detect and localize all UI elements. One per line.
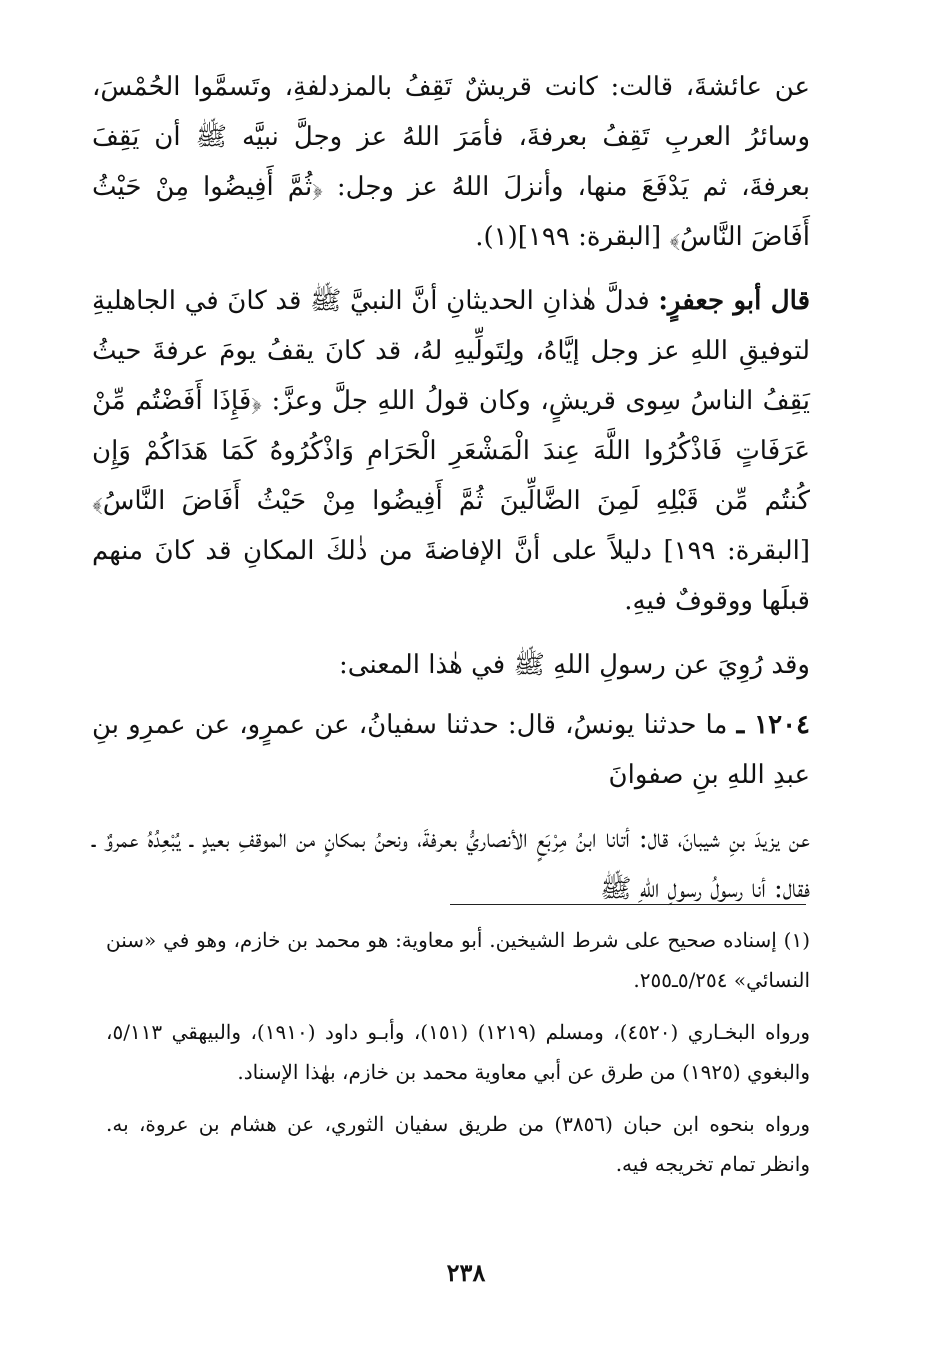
paragraph-ibn-mirba — [92, 814, 810, 914]
paragraph-text: عن عائشةَ، قالت: كانت قريشٌ تَقِفُ بالمزدلفةِ، وتَسمَّوا الحُمْسَ، وسائرُ العربِ تَقِفُ بعرفةَ، فأمَرَ اللهُ عز وجلَّ نبيَّه ﷺ أن يَقِفَ بعرفةَ، ثم يَدْفَعَ منها، وأنزلَ اللهُ عز وجل: ﴿ثُمَّ أَفِيضُوا مِنْ حَيْثُ أَفَاضَ النَّاسُ﴾ [البقرة: ١٩٩](١). — [92, 72, 810, 252]
paragraph-narration-intro — [92, 640, 810, 690]
speaker-label: قال أبو جعفرٍ: — [658, 286, 810, 316]
paragraph-aisha-hadith — [92, 62, 810, 262]
paragraph-text: فدلَّ هٰذانِ الحديثانِ أنَّ النبيَّ ﷺ قد كانَ في الجاهليةِ لتوفيقِ اللهِ عز وجل إيَّاهُ، ولِتَولِّيهِ لهُ، قد كانَ يقفُ يومَ عرفةَ حيثُ يَقِفُ الناسُ سِوى قريشٍ، وكان قولُ اللهِ جلَّ وعزَّ: ﴿فَإِذَا أَفَضْتُم مِّنْ عَرَفَاتٍ فَاذْكُرُوا اللَّهَ عِندَ الْمَشْعَرِ الْحَرَامِ وَاذْكُرُوهُ كَمَا هَدَاكُمْ وَإِن كُنتُم مِّن قَبْلِهِ لَمِنَ الضَّالِّينَ ثُمَّ أَفِيضُوا مِنْ حَيْثُ أَفَاضَ النَّاسُ﴾ [البقرة: ١٩٩] دليلاً على أنَّ الإفاضةَ من ذٰلكَ المكانِ قد كانَ منهم قبلَها ووقوفٌ فيهِ. — [92, 286, 810, 616]
footnote-1: (١) إسناده صحيح على شرط الشيخين. أبو معاوية: هو محمد بن خازم، وهو في «سنن النسائي» ٥/٢٥٤ـ٢٥٥. — [106, 928, 810, 992]
footnote-1-ibn-hibban: ورواه بنحوه ابن حبان (٣٨٥٦) من طريق سفيان الثوري، عن هشام بن عروة، به. وانظر تمام تخريجه فيه. — [106, 1112, 811, 1176]
main-text — [92, 62, 810, 914]
hadith-number: ١٢٠٤ ـ — [736, 710, 810, 740]
hadith-chain: ما حدثنا يونسُ، قال: حدثنا سفيانُ، عن عمرٍو، عن عمرِو بنِ عبدِ اللهِ بنِ صفوانَ — [92, 710, 810, 790]
footnote-divider — [450, 904, 806, 905]
footnote-1-continued: ورواه البخـاري (٤٥٢٠)، ومسلم (١٢١٩) (١٥١)، وأبـو داود (١٩١٠)، والبيهقي ٥/١١٣، والبغوي (١٩٢٥) من طرق عن أبي معاوية محمد بن خازم، بهٰذا الإسناد. — [106, 1020, 811, 1084]
page-number: ٢٣٨ — [446, 1258, 486, 1287]
hadith-1204 — [92, 700, 810, 800]
footnotes — [106, 920, 810, 1184]
paragraph-abu-jafar — [92, 276, 810, 626]
paragraph-text: عن يزيدَ بنِ شيبانَ، قال: أتانا ابنُ مِرْبَعٍ الأنصاريُّ بعرفةَ، ونحنُ بمكانٍ من الموقفِ بعيدٍ ـ يُبْعِدُهُ عمروٌ ـ فقال: أنا رسولُ رسولِ اللهِ ﷺ — [92, 824, 810, 904]
paragraph-text: وقد رُوِيَ عن رسولِ اللهِ ﷺ في هٰذا المعنى: — [339, 650, 810, 680]
